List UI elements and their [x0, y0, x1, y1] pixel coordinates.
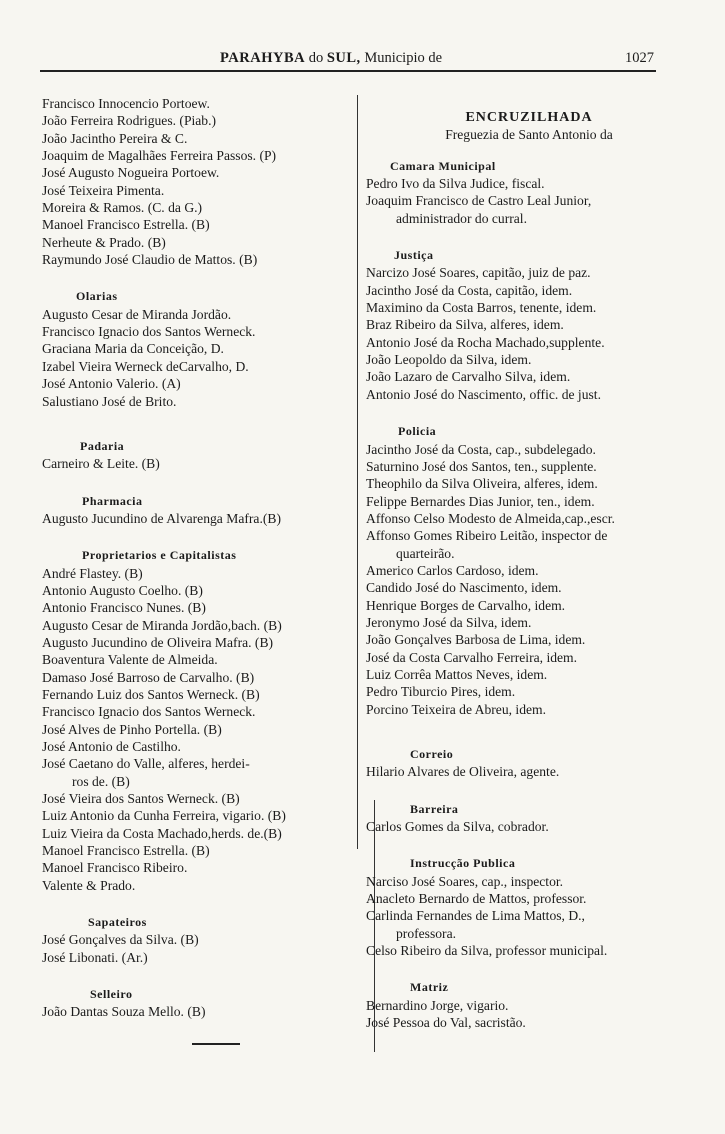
list-item: João Gonçalves Barbosa de Lima, idem.	[366, 632, 586, 648]
list-item: Anacleto Bernardo de Mattos, professor.	[366, 891, 587, 907]
list-item: ros de. (B)	[72, 773, 130, 789]
list-item: Manoel Francisco Ribeiro.	[42, 860, 188, 876]
section-heading-instruccao: Instrucção Publica	[410, 856, 516, 871]
list-item: Boaventura Valente de Almeida.	[42, 652, 218, 668]
intro-list	[42, 95, 360, 268]
place-heading: ENCRUZILHADA	[465, 110, 593, 125]
list-item: Joaquim de Magalhães Ferreira Passos. (P)	[42, 148, 277, 164]
list-item: Bernardino Jorge, vigario.	[366, 997, 509, 1013]
list-item: Luiz Antonio da Cunha Ferreira, vigario. (B)	[42, 808, 286, 824]
section-heading-policia: Policia	[398, 424, 437, 439]
freguezia-line: Freguezia de Santo Antonio da	[445, 127, 613, 143]
list-item: José da Costa Carvalho Ferreira, idem.	[366, 649, 578, 665]
list-item: Augusto Cesar de Miranda Jordão.	[42, 306, 232, 322]
list-item: Manoel Francisco Estrella. (B)	[42, 217, 210, 233]
list-item: Celso Ribeiro da Silva, professor municipal.	[366, 943, 608, 959]
list-item: José Alves de Pinho Portella. (B)	[42, 721, 222, 737]
list-item: João Leopoldo da Silva, idem.	[366, 352, 532, 368]
list-item: José Vieira dos Santos Werneck. (B)	[42, 791, 240, 807]
header-place: PARAHYBA	[220, 50, 306, 66]
section-heading-correio: Correio	[410, 747, 454, 761]
list-item: Narciso José Soares, cap., inspector.	[366, 873, 564, 889]
list-item: Carlos Gomes da Silva, cobrador.	[366, 819, 549, 835]
list-item: Jacintho José da Costa, cap., subdelegado.	[366, 441, 596, 457]
list-item: José Pessoa do Val, sacristão.	[366, 1015, 526, 1031]
list-item: Hilario Alvares de Oliveira, agente.	[366, 764, 560, 780]
list-item: Americo Carlos Cardoso, idem.	[366, 562, 539, 578]
section-heading-selleiro: Selleiro	[90, 987, 133, 1002]
list-item: Luiz Vieira da Costa Machado,herds. de.(B)	[42, 825, 282, 841]
list-item: Jeronymo José da Silva, idem.	[366, 614, 532, 630]
section-heading-padaria: Padaria	[80, 438, 125, 453]
running-header	[40, 48, 656, 72]
section-heading-barreira: Barreira	[410, 801, 459, 816]
running-title	[220, 50, 442, 67]
list-item: Nerheute & Prado. (B)	[42, 234, 166, 250]
list-item: José Gonçalves da Silva. (B)	[42, 932, 199, 948]
list-item: professora.	[396, 925, 457, 941]
list-item: José Caetano do Valle, alferes, herdei-	[42, 756, 250, 772]
list-item: Candido José do Nascimento, idem.	[366, 580, 562, 596]
list-item: Augusto Jucundino de Oliveira Mafra. (B)	[42, 634, 274, 650]
list-item: Moreira & Ramos. (C. da G.)	[42, 200, 203, 216]
list-item: Fernando Luiz dos Santos Werneck. (B)	[42, 686, 260, 702]
section-heading-olarias: Olarias	[76, 289, 118, 304]
list-item: Salustiano José de Brito.	[42, 393, 177, 409]
list-item: André Flastey. (B)	[42, 565, 143, 581]
list-item: Luiz Corrêa Mattos Neves, idem.	[366, 666, 548, 682]
header-region: SUL,	[326, 50, 361, 66]
right-column	[366, 95, 692, 1031]
list-item: Antonio José da Rocha Machado,supplente.	[366, 334, 605, 350]
list-item: Raymundo José Claudio de Mattos. (B)	[42, 252, 258, 268]
section-heading-sapateiros: Sapateiros	[88, 915, 147, 930]
list-item: Antonio José do Nascimento, offic. de just.	[366, 386, 601, 402]
section-heading-justica: Justiça	[394, 248, 434, 263]
list-item: Theophilo da Silva Oliveira, alferes, idem.	[366, 476, 598, 492]
list-item: Antonio Francisco Nunes. (B)	[42, 600, 206, 616]
list-item: Pedro Tiburcio Pires, idem.	[366, 684, 516, 700]
list-item: José Teixeira Pimenta.	[42, 182, 165, 198]
list-item: José Libonati. (Ar.)	[42, 949, 148, 965]
list-item: Jacintho José da Costa, capitão, idem.	[366, 282, 573, 298]
list-item: quarteirão.	[396, 545, 455, 561]
list-item: Joaquim Francisco de Castro Leal Junior,	[366, 193, 592, 209]
list-item: Felippe Bernardes Dias Junior, ten., idem.	[366, 493, 595, 509]
list-item: Henrique Borges de Carvalho, idem.	[366, 597, 566, 613]
header-connector: do	[308, 50, 324, 66]
list-item: Saturnino José dos Santos, ten., supplente.	[366, 458, 597, 474]
list-item: João Lazaro de Carvalho Silva, idem.	[366, 369, 571, 385]
end-rule	[192, 1043, 240, 1045]
list-item: Affonso Gomes Ribeiro Leitão, inspector de	[366, 528, 608, 544]
list-item: José Augusto Nogueira Portoew.	[42, 165, 220, 181]
list-item: Porcino Teixeira de Abreu, idem.	[366, 701, 546, 717]
section-heading-proprietarios: Proprietarios e Capitalistas	[82, 548, 237, 563]
list-item: Carneiro & Leite. (B)	[42, 456, 160, 472]
list-item: Izabel Vieira Werneck deCarvalho, D.	[42, 358, 249, 374]
list-item: Francisco Ignacio dos Santos Werneck.	[42, 324, 256, 340]
list-item: Francisco Innocencio Portoew.	[42, 96, 210, 111]
list-item: João Ferreira Rodrigues. (Piab.)	[42, 113, 217, 129]
list-item: Pedro Ivo da Silva Judice, fiscal.	[366, 176, 545, 192]
list-item: Carlinda Fernandes de Lima Mattos, D.,	[366, 908, 585, 924]
list-item: Antonio Augusto Coelho. (B)	[42, 582, 203, 598]
list-item: Maximino da Costa Barros, tenente, idem.	[366, 300, 597, 316]
list-item: Manoel Francisco Estrella. (B)	[42, 843, 210, 859]
list-item: João Jacintho Pereira & C.	[42, 130, 188, 146]
page-number: 1027	[625, 50, 654, 66]
list-item: administrador do curral.	[396, 210, 527, 226]
section-heading-camara: Camara Municipal	[390, 158, 496, 173]
left-column	[42, 95, 360, 1021]
list-item: Graciana Maria da Conceição, D.	[42, 341, 224, 357]
list-item: Augusto Cesar de Miranda Jordão,bach. (B)	[42, 617, 282, 633]
list-item: Affonso Celso Modesto de Almeida,cap.,escr.	[366, 510, 615, 526]
list-item: Valente & Prado.	[42, 877, 136, 893]
section-heading-matriz: Matriz	[410, 980, 449, 995]
column-divider-upper	[357, 95, 358, 849]
list-item: José Antonio Valerio. (A)	[42, 376, 181, 392]
list-item: Francisco Ignacio dos Santos Werneck.	[42, 704, 256, 720]
header-municipio: Municipio de	[364, 50, 443, 66]
section-heading-pharmacia: Pharmacia	[82, 493, 143, 508]
list-item: Damaso José Barroso de Carvalho. (B)	[42, 669, 255, 685]
list-item: Narcizo José Soares, capitão, juiz de paz.	[366, 265, 591, 281]
list-item: Braz Ribeiro da Silva, alferes, idem.	[366, 317, 564, 333]
list-item: João Dantas Souza Mello. (B)	[42, 1004, 206, 1020]
list-item: José Antonio de Castilho.	[42, 739, 181, 754]
list-item: Augusto Jucundino de Alvarenga Mafra.(B)	[42, 510, 281, 526]
